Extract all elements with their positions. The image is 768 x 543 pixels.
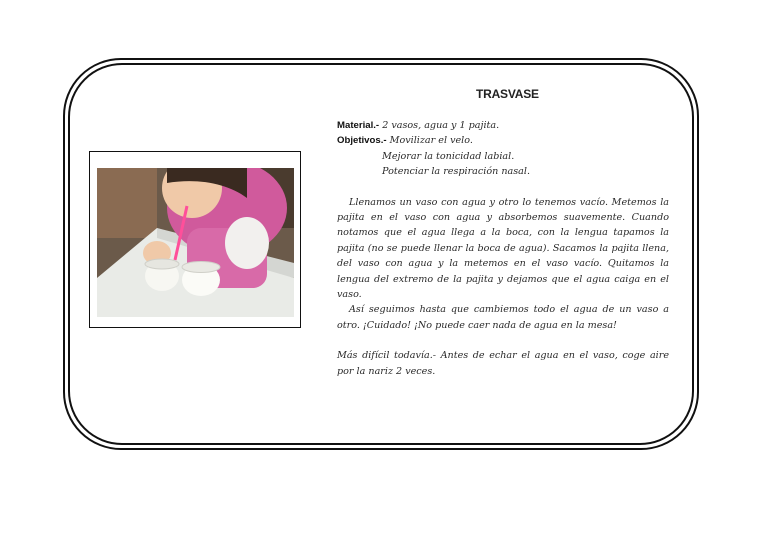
objetivos-line (337, 133, 669, 148)
objetivo-item: Movilizar el velo. (389, 135, 473, 147)
activity-text (337, 118, 669, 379)
material-label: Material.- (337, 120, 380, 131)
photo-frame (89, 151, 301, 328)
instructions-paragraph: Llenamos un vaso con agua y otro lo tenemos vacío. Metemos la pajita en el vaso con agua y absorbemos suavemente. Cuando notamos que el agua llega a la boca, con la lengua tapamos la pajita (no se puede llenar la boca de agua). Sacamos la pajita llena, del vaso con agua y la metemos en el vaso vacío. Quitamos la lengua del extremo de la pajita y dejamos que el agua caiga en el vaso. (337, 196, 669, 301)
child-drinking-straw-photo (97, 168, 294, 317)
extra-challenge: Más difícil todavía.- Antes de echar el agua en el vaso, coge aire por la nariz 2 veces. (337, 350, 669, 377)
page-title: TRASVASE (476, 87, 539, 101)
objetivo-item: Potenciar la respiración nasal. (382, 166, 530, 178)
instructions-paragraph: Así seguimos hasta que cambiemos todo el agua de un vaso a otro. ¡Cuidado! ¡No puede caer nada de agua en la mesa! (337, 304, 669, 331)
objetivos-label: Objetivos.- (337, 135, 387, 147)
material-text: 2 vasos, agua y 1 pajita. (382, 120, 500, 131)
objetivo-item: Mejorar la tonicidad labial. (382, 150, 515, 162)
material-line (337, 118, 669, 133)
